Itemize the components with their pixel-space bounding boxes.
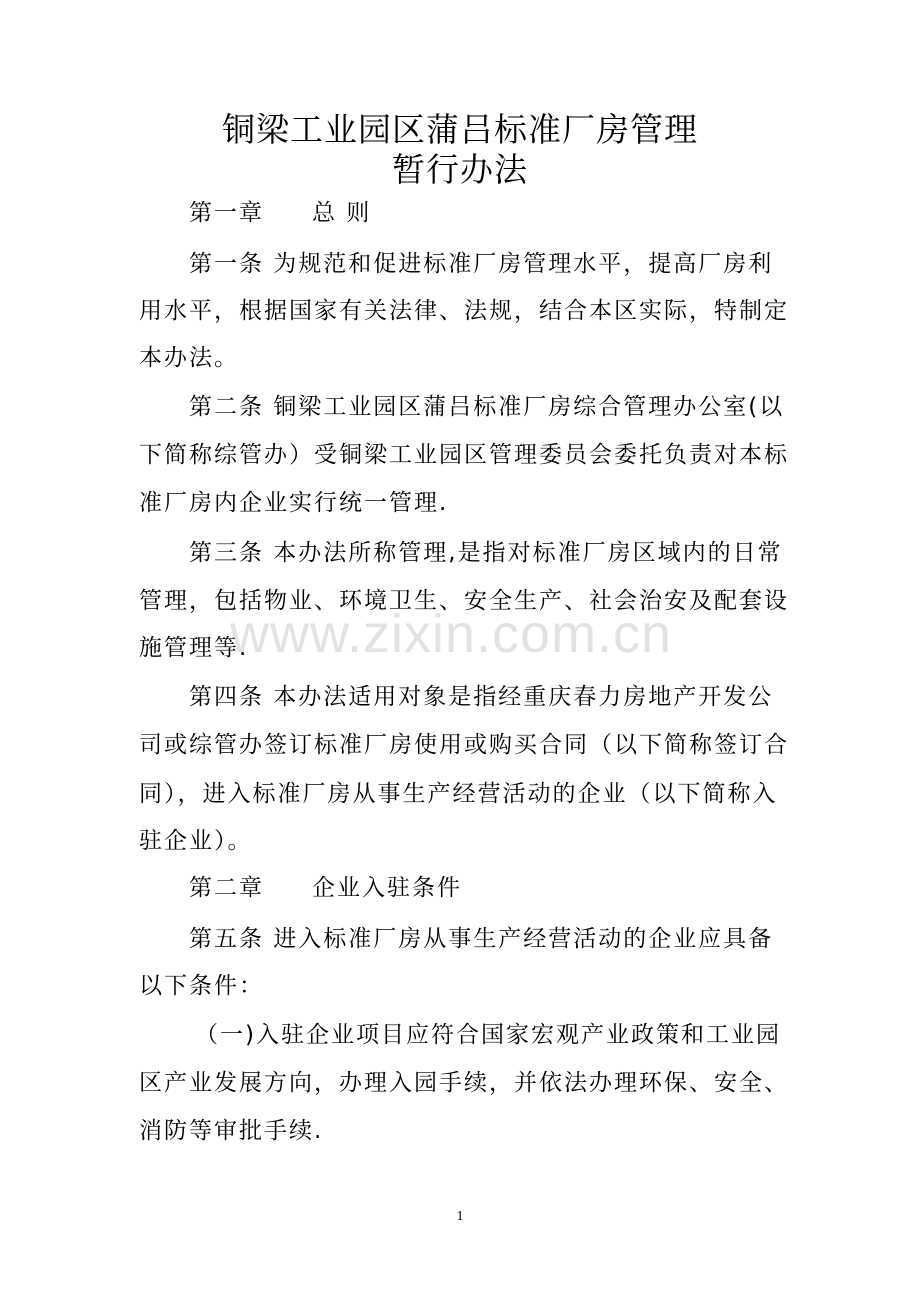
paragraph-line: 第一条 为规范和促进标准厂房管理水平，提高厂房利 — [189, 251, 774, 277]
paragraph-line: 同），进入标准厂房从事生产经营活动的企业（以下简称入 — [139, 781, 778, 807]
paragraph-line: 管理，包括物业、环境卫生、安全生产、社会治安及配套设 — [139, 588, 789, 614]
chapter-heading-1 — [189, 198, 371, 228]
paragraph-line: 准厂房内企业实行统一管理. — [139, 490, 449, 516]
document-title-line1: 铜梁工业园区蒲吕标准厂房管理 — [222, 110, 698, 149]
paragraph-line: 以下条件： — [139, 973, 264, 999]
paragraph-line: （一)入驻企业项目应符合国家宏观产业政策和工业园 — [195, 1022, 781, 1048]
chapter-number: 第二章 — [189, 875, 264, 901]
paragraph-line: 司或综管办签订标准厂房使用或购买合同（以下简称签订合 — [139, 732, 789, 758]
paragraph-line: 第五条 进入标准厂房从事生产经营活动的企业应具备 — [189, 926, 774, 952]
paragraph-line: 第三条 本办法所称管理,是指对标准厂房区域内的日常 — [189, 540, 783, 566]
paragraph-line: 用水平，根据国家有关法律、法规，结合本区实际，特制定 — [139, 298, 789, 324]
watermark: www.zixin.com.cn — [230, 604, 673, 664]
paragraph-line: 驻企业）。 — [139, 828, 253, 854]
paragraph-line: 本办法。 — [139, 345, 239, 371]
paragraph-line: 区产业发展方向，办理入园手续，并依法办理环保、安全、 — [139, 1070, 789, 1096]
chapter-name: 企业入驻条件 — [312, 875, 462, 901]
chapter-name: 总 则 — [312, 200, 372, 226]
document-title-line2: 暂行办法 — [392, 150, 528, 189]
chapter-heading-2 — [189, 873, 462, 903]
paragraph-line: 施管理等. — [139, 635, 249, 661]
paragraph-line: 下简称综管办）受铜梁工业园区管理委员会委托负责对本标 — [139, 442, 789, 468]
paragraph-line: 第四条 本办法适用对象是指经重庆春力房地产开发公 — [189, 684, 774, 710]
paragraph-line: 消防等审批手续. — [139, 1118, 324, 1144]
page-number: 1 — [456, 1209, 464, 1224]
chapter-number: 第一章 — [189, 200, 264, 226]
paragraph-line: 第二条 铜梁工业园区蒲吕标准厂房综合管理办公室(以 — [189, 394, 785, 420]
